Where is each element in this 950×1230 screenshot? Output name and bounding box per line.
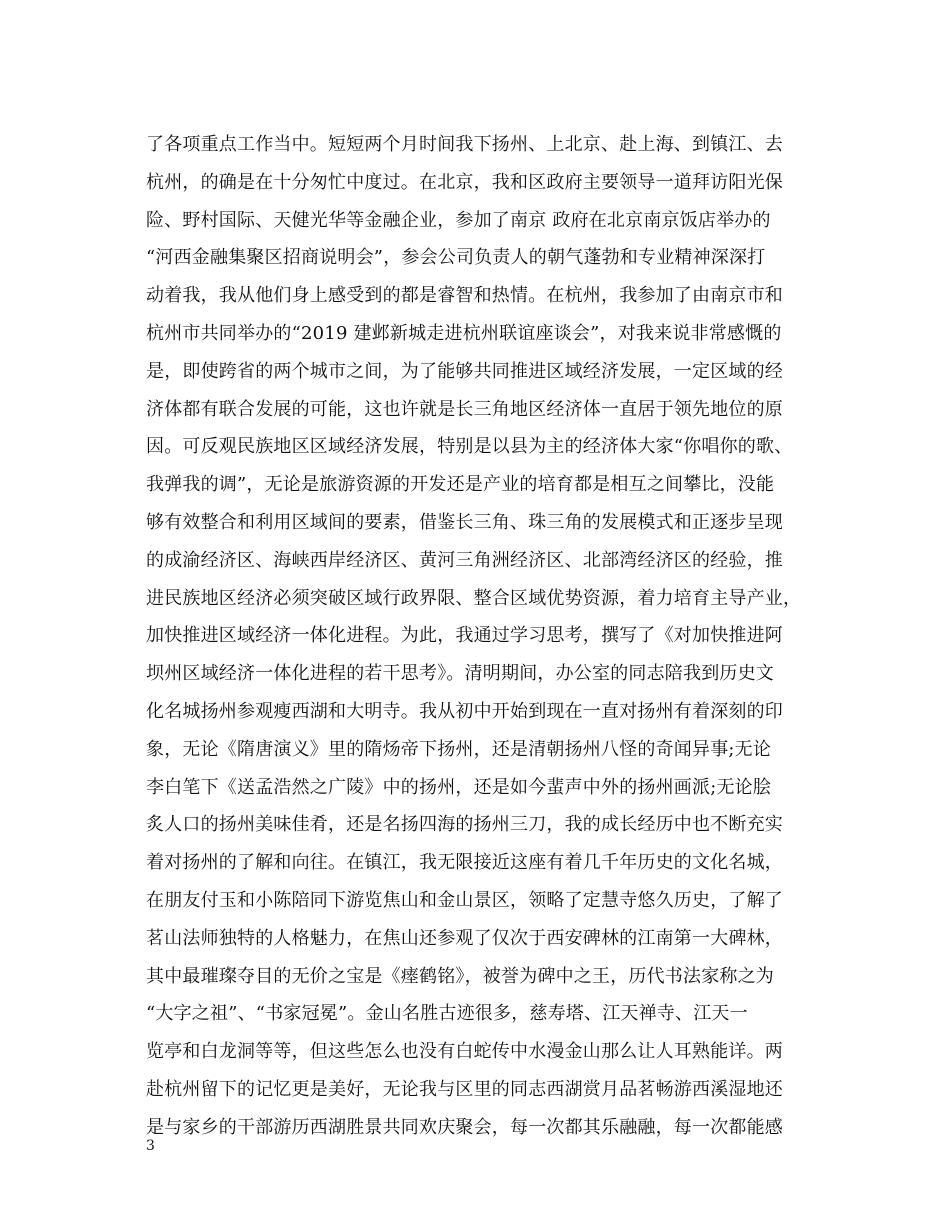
text-line: 化名城扬州参观瘦西湖和大明寺。我从初中开始到现在一直对扬州有着深刻的印 (146, 700, 783, 722)
text-line: “大字之祖”、“书家冠冕”。金山名胜古迹很多，慈寿塔、江天禅寺、江天一 (146, 1003, 748, 1025)
text-line: 坝州区域经济一体化进程的若干思考》。清明期间，办公室的同志陪我到历史文 (146, 663, 774, 685)
text-line: 杭州，的确是在十分匆忙中度过。在北京，我和区政府主要领导一道拜访阳光保 (146, 171, 783, 193)
text-line: 够有效整合和利用区域间的要素，借鉴长三角、珠三角的发展模式和正逐步呈现 (146, 511, 783, 533)
text-line: “河西金融集聚区招商说明会”，参会公司负责人的朝气蓬勃和专业精神深深打 (146, 247, 766, 269)
body-text (146, 126, 816, 1147)
text-line: 李白笔下《送孟浩然之广陵》中的扬州，还是如今蜚声中外的扬州画派;无论脍 (146, 776, 772, 798)
text-line: 其中最璀璨夺目的无价之宝是《瘗鹤铭》，被誉为碑中之王，历代书法家称之为 (146, 965, 774, 987)
text-line: 茗山法师独特的人格魅力，在焦山还参观了仅次于西安碑林的江南第一大碑林， (146, 927, 783, 949)
text-line: 炙人口的扬州美味佳肴，还是名扬四海的扬州三刀，我的成长经历中也不断充实 (146, 814, 783, 836)
text-line: 动着我，我从他们身上感受到的都是睿智和热情。在杭州，我参加了由南京市和 (146, 285, 783, 307)
text-line: 进民族地区经济必须突破区域行政界限、整合区域优势资源，着力培育主导产业， (146, 587, 802, 609)
text-line: 是与家乡的干部游历西湖胜景共同欢庆聚会，每一次都其乐融融，每一次都能感 (146, 1116, 783, 1138)
text-line: 赴杭州留下的记忆更是美好，无论我与区里的同志西湖赏月品茗畅游西溪湿地还 (146, 1078, 783, 1100)
text-line: 览亭和白龙洞等等，但这些怎么也没有白蛇传中水漫金山那么让人耳熟能详。两 (146, 1041, 783, 1063)
text-line: 我弹我的调”，无论是旅游资源的开发还是产业的培育都是相互之间攀比，没能 (146, 474, 775, 496)
text-line: 加快推进区域经济一体化进程。为此，我通过学习思考，撰写了《对加快推进阿 (146, 625, 783, 647)
text-line: 在朋友付玉和小陈陪同下游览焦山和金山景区，领略了定慧寺悠久历史，了解了 (146, 889, 783, 911)
text-line: 险、野村国际、天健光华等金融企业，参加了南京 政府在北京南京饭店举办的 (146, 209, 771, 231)
text-line: 着对扬州的了解和向往。在镇江，我无限接近这座有着几千年历史的文化名城， (146, 852, 783, 874)
text-line: 济体都有联合发展的可能，这也许就是长三角地区经济体一直居于领先地位的原 (146, 398, 783, 420)
text-line: 了各项重点工作当中。短短两个月时间我下扬州、上北京、赴上海、到镇江、去 (146, 134, 783, 155)
text-line: 是，即使跨省的两个城市之间，为了能够共同推进区域经济发展，一定区域的经 (146, 360, 783, 382)
text-line: 象，无论《隋唐演义》里的隋炀帝下扬州，还是清朝扬州八怪的奇闻异事;无论 (146, 738, 772, 760)
text-line: 杭州市共同举办的“2019 建邺新城走进杭州联谊座谈会”，对我来说非常感慨的 (146, 322, 782, 344)
text-line: 因。可反观民族地区区域经济发展，特别是以县为主的经济体大家“你唱你的歌、 (146, 436, 793, 458)
page-number: 3 (146, 1138, 155, 1154)
text-line: 的成渝经济区、海峡西岸经济区、黄河三角洲经济区、北部湾经济区的经验，推 (146, 549, 783, 571)
